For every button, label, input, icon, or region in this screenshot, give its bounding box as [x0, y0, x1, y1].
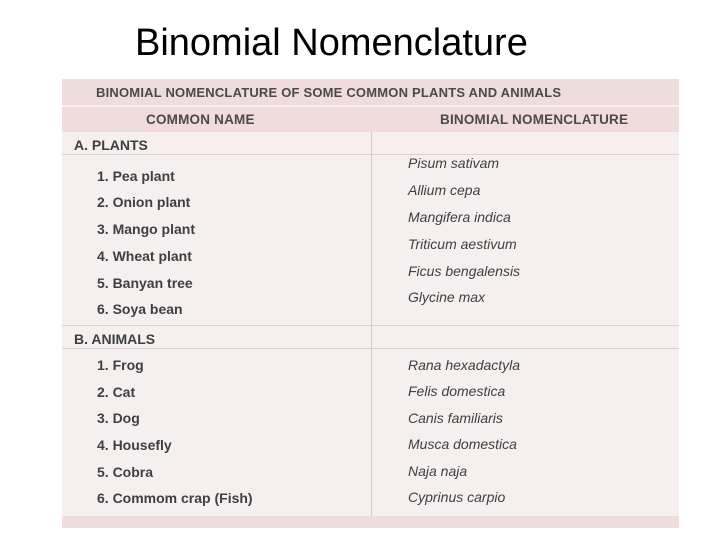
table-row-binomial: Allium cepa [408, 182, 481, 198]
table-row-common: 2. Cat [97, 384, 136, 400]
column-header-binomial: BINOMIAL NOMENCLATURE [440, 112, 629, 127]
section-heading-animals: B. ANIMALS [74, 331, 156, 347]
table-caption: BINOMIAL NOMENCLATURE OF SOME COMMON PLANTS AND ANIMALS [96, 85, 562, 100]
section-divider [62, 154, 679, 155]
table-row-binomial: Glycine max [408, 289, 486, 305]
table-row-common: 2. Onion plant [97, 194, 191, 210]
table-row-binomial: Canis familiaris [408, 410, 503, 426]
table-row-common: 3. Dog [97, 410, 140, 426]
column-divider [371, 132, 372, 516]
table-row-common: 1. Pea plant [97, 168, 175, 184]
table-row-common: 5. Banyan tree [97, 275, 193, 291]
section-divider [62, 348, 679, 349]
table-row-binomial: Ficus bengalensis [408, 263, 521, 279]
table-footer-band [62, 516, 679, 528]
slide-title: Binomial Nomenclature [135, 22, 528, 64]
table-row-common: 5. Cobra [97, 464, 154, 480]
table-row-common: 4. Wheat plant [97, 248, 192, 264]
table-row-common: 6. Soya bean [97, 301, 183, 317]
nomenclature-table [62, 79, 679, 528]
table-row-binomial: Naja naja [408, 463, 468, 479]
table-row-binomial: Mangifera indica [408, 209, 511, 225]
table-row-binomial: Triticum aestivum [408, 236, 517, 252]
table-row-common: 6. Commom crap (Fish) [97, 490, 253, 506]
column-header-common: COMMON NAME [146, 112, 255, 127]
table-row-common: 4. Housefly [97, 437, 172, 453]
table-row-binomial: Felis domestica [408, 383, 506, 399]
table-row-common: 1. Frog [97, 357, 144, 373]
table-row-binomial: Rana hexadactyla [408, 357, 521, 373]
table-row-common: 3. Mango plant [97, 221, 195, 237]
table-row-binomial: Pisum sativam [408, 155, 500, 171]
table-row-binomial: Musca domestica [408, 436, 517, 452]
table-row-binomial: Cyprinus carpio [408, 489, 506, 505]
section-heading-plants: A. PLANTS [74, 137, 148, 153]
section-divider [62, 325, 679, 326]
